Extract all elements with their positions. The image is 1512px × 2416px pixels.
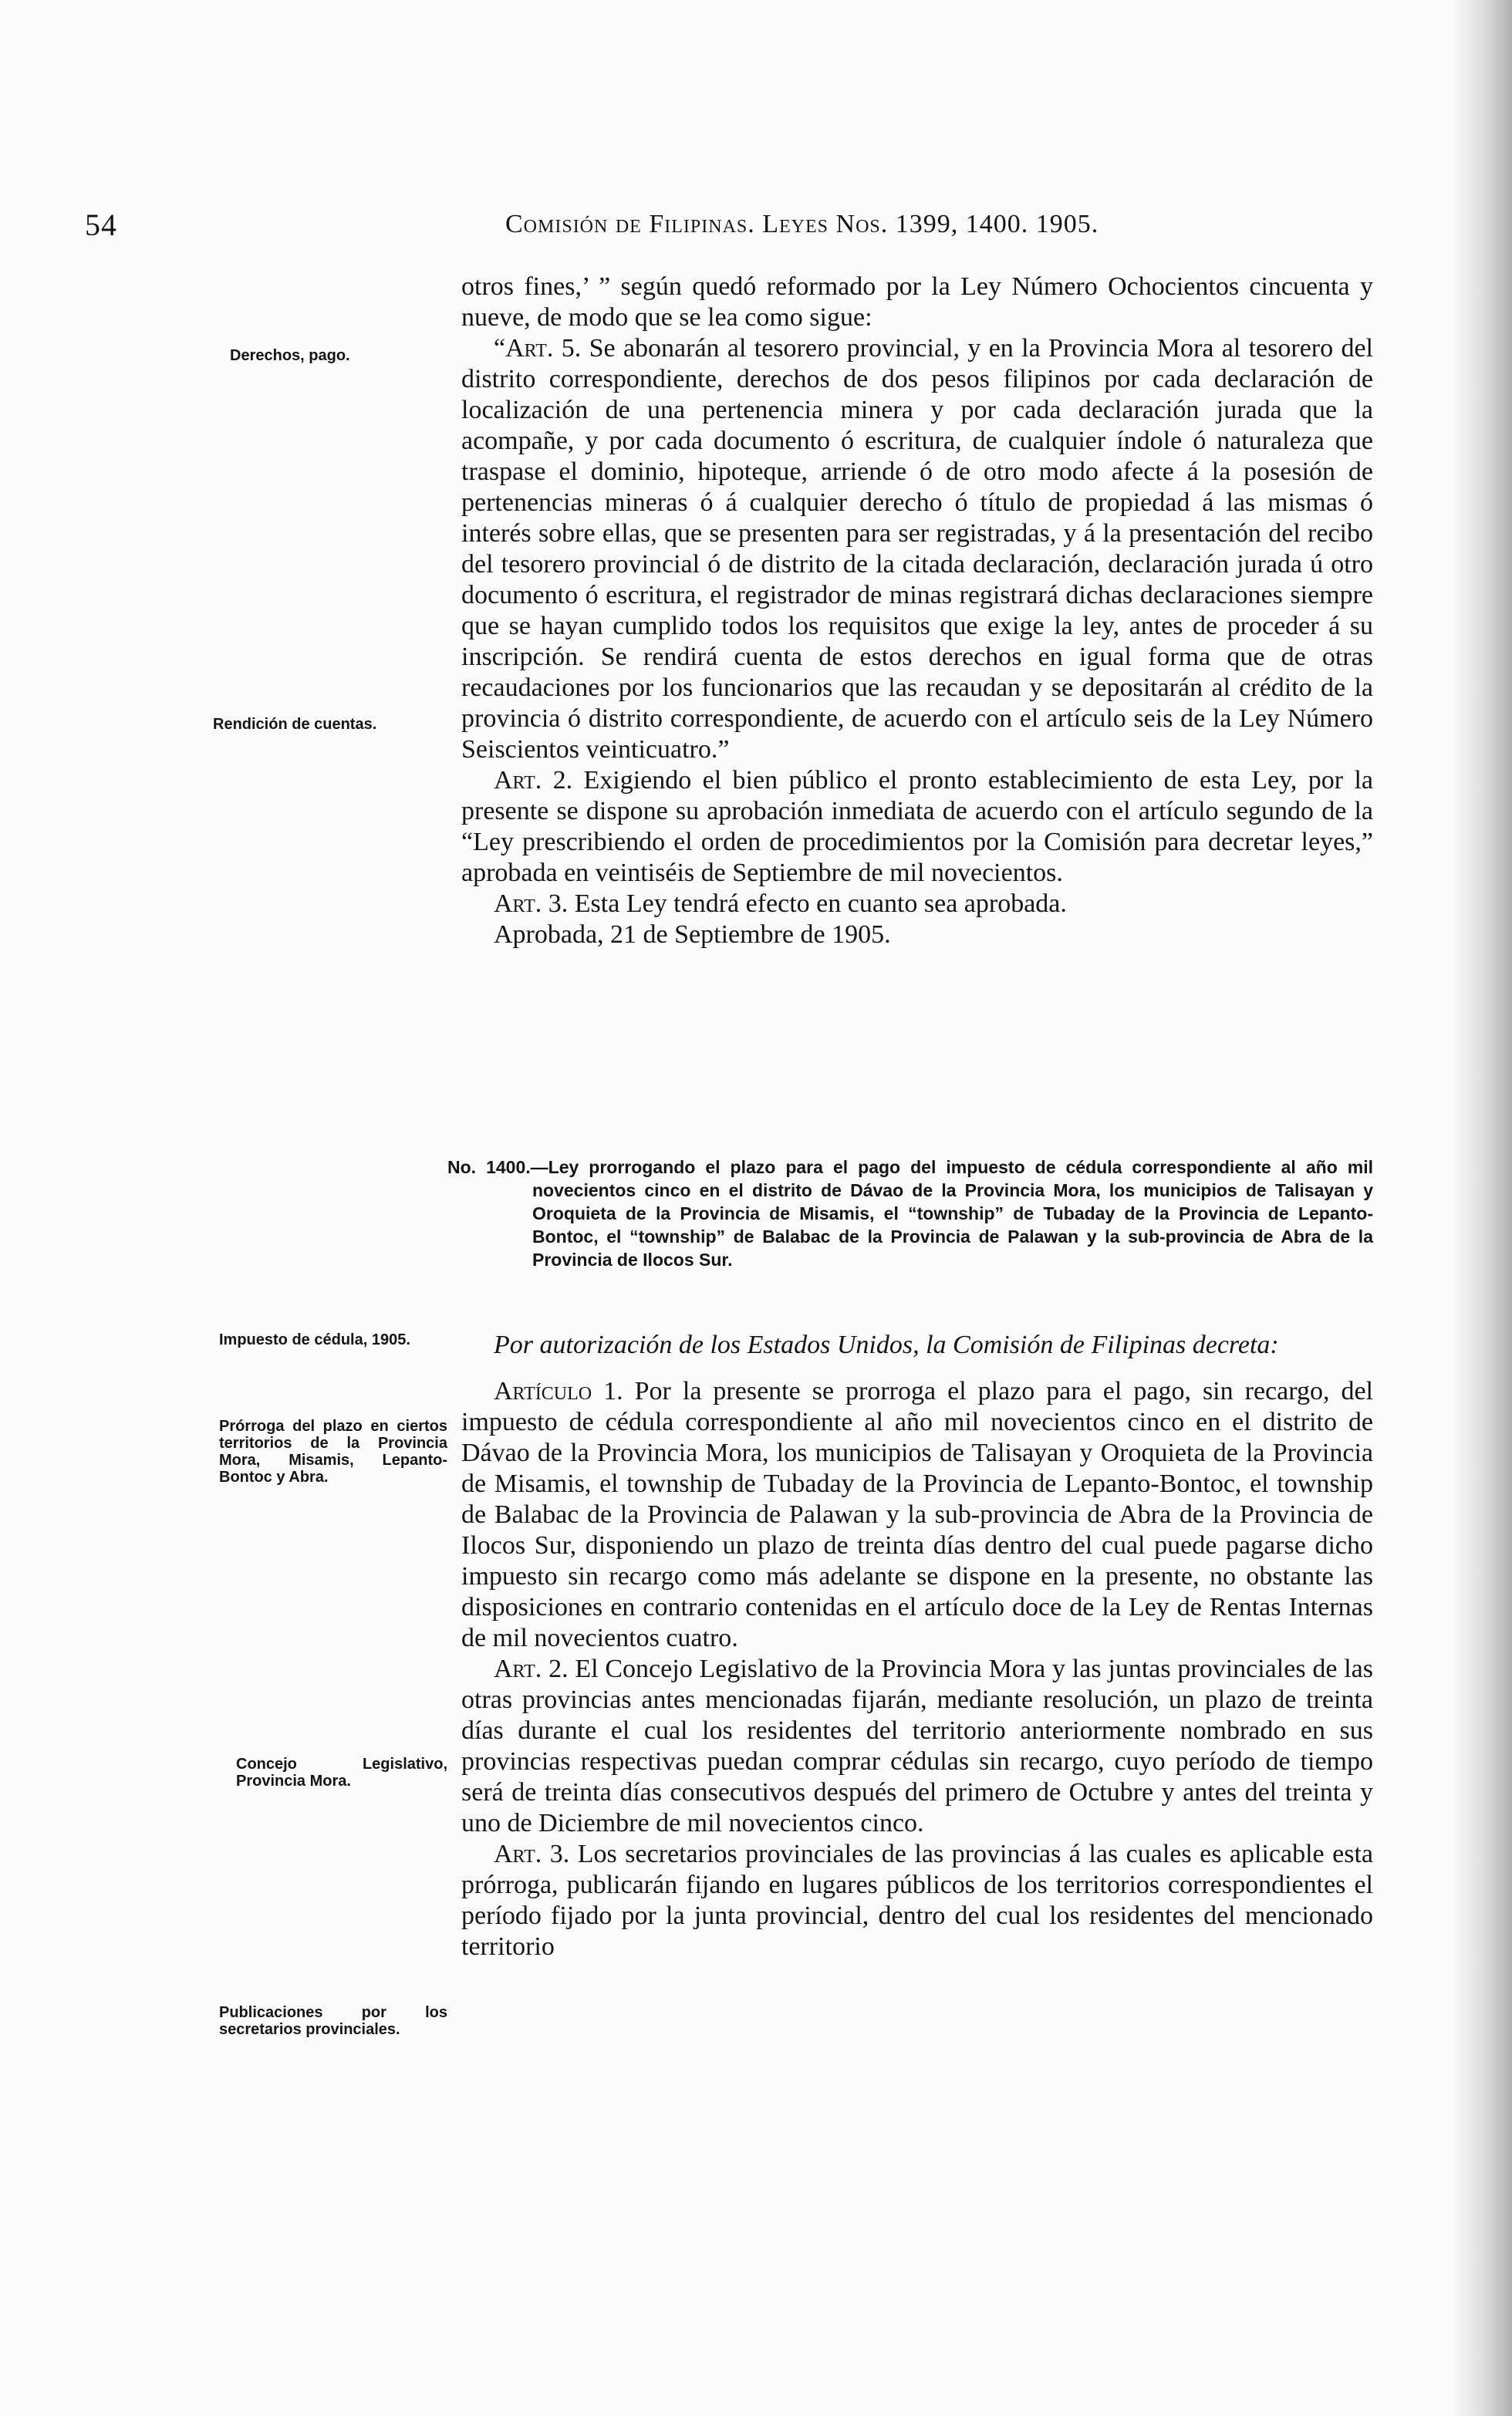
paragraph-intro: otros fines,’ ” según quedó reformado por la Ley Número Ochocientos cincuenta y nueve, de modo que se lea como sigue:	[461, 272, 1373, 332]
page-number: 54	[85, 208, 117, 242]
article-label: Art. 3.	[494, 1840, 570, 1868]
law-title: —Ley prorrogando el plazo para el pago del impuesto de cédula correspondiente al año mil novecientos cinco en el distrito de Dávao de la Provincia Mora, los municipios de Talisayan y Oroquieta de la Provincia de Misamis, el “township” de Tubaday de la Provincia de Lepanto-Bontoc, el “township” de Balabac de la Provincia de Palawan y la sub-provincia de Abra de la Provincia de Ilocos Sur.	[530, 1157, 1374, 1270]
law-1400-heading	[447, 1156, 1373, 1271]
article-text: Esta Ley tendrá efecto en cuanto sea aprobada.	[568, 889, 1067, 918]
article-label: Artículo 1.	[494, 1377, 623, 1405]
margin-note-rendicion: Rendición de cuentas.	[213, 716, 377, 733]
paragraph-art-5	[461, 333, 1373, 765]
margin-note-impuesto: Impuesto de cédula, 1905.	[219, 1331, 410, 1348]
article-label: Art. 2.	[494, 766, 573, 795]
paragraph-art-3	[461, 889, 1373, 919]
article-label: Art. 3.	[494, 889, 569, 918]
law-number: No. 1400.	[447, 1157, 531, 1177]
approval-date: Aprobada, 21 de Septiembre de 1905.	[494, 920, 891, 949]
paragraph-article-3	[461, 1839, 1373, 1962]
paragraph-article-1	[461, 1376, 1373, 1654]
running-title: Comisión de Filipinas. Leyes Nos. 1399, 1400. 1905.	[505, 210, 1099, 238]
article-text: Los secretarios provinciales de las provincias á las cuales es aplicable esta prórroga, publicarán fijando en lugares públicos de los territorios correspondientes el período fijado por la junta provincial, dentro del cual los residentes del mencionado territorio	[461, 1840, 1373, 1961]
margin-note-derechos: Derechos, pago.	[230, 347, 350, 364]
law-1399-text	[461, 272, 1373, 950]
enacting-clause: Por autorización de los Estados Unidos, la Comisión de Filipinas decreta:	[494, 1331, 1279, 1359]
article-label: Art. 2.	[494, 1655, 569, 1683]
article-label: “Art. 5.	[494, 334, 582, 363]
margin-note-publicaciones: Publicaciones por los secretarios provinciales.	[219, 2004, 447, 2038]
article-text: Por la presente se prorroga el plazo para el pago, sin recargo, del impuesto de cédula correspondiente al año mil novecientos cinco en el distrito de Dávao de la Provincia Mora, los municipios de Talisayan y Oroquieta de la Provincia de Misamis, el township de Tubaday de la Provincia de Lepanto-Bontoc, el township de Balabac de la Provincia de Palawan y la sub-provincia de Abra de la Provincia de Ilocos Sur, disponiendo un plazo de treinta días dentro del cual puede pagarse dicho impuesto sin recargo como más adelante se dispone en la presente, no obstante las disposiciones en contrario contenidas en el artículo doce de la Ley de Rentas Internas de mil novecientos cuatro.	[461, 1377, 1373, 1652]
article-text: Se abonarán al tesorero provincial, y en la Provincia Mora al tesorero del distrito correspondiente, derechos de dos pesos filipinos por cada declaración de localización de una pertenencia minera y por cada declaración jurada que la acompañe, y por cada documento ó escritura, de cualquier índole ó naturaleza que traspase el dominio, hipoteque, arriende ó de otro modo afecte á la posesión de pertenencias mineras ó á cualquier derecho ó título de propiedad á las mismas ó interés sobre ellas, que se presenten para ser registradas, y á la presentación del recibo del tesorero provincial ó de distrito de la citada declaración, declaración jurada ú otro documento ó escritura, el registrador de minas registrará dichas declaraciones siempre que se hayan cumplido todos los requisitos que exige la ley, antes de proceder á su inscripción. Se rendirá cuenta de estos derechos en igual forma que de otras recaudaciones por los funcionarios que las recaudan y se depositarán al crédito de la provincia ó distrito correspondiente, de acuerdo con el artículo seis de la Ley Número Seiscientos veinticuatro.”	[461, 334, 1373, 764]
page-header	[85, 207, 1335, 245]
paragraph-art-2	[461, 765, 1373, 889]
article-text: Exigiendo el bien público el pronto establecimiento de esta Ley, por la presente se dispone su aprobación inmediata de acuerdo con el artículo segundo de la “Ley prescribiendo el orden de procedimientos por la Comisión para decretar leyes,” aprobada en veintiséis de Septiembre de mil novecientos.	[461, 766, 1373, 887]
margin-note-concejo: Concejo Legislativo, Provincia Mora.	[236, 1756, 447, 1790]
page-edge-shadow	[1450, 0, 1512, 2416]
margin-note-prorroga: Prórroga del plazo en ciertos territorios de la Provincia Mora, Misamis, Lepanto-Bontoc y Abra.	[219, 1418, 447, 1486]
law-1400-text	[461, 1330, 1373, 1962]
paragraph-article-2	[461, 1654, 1373, 1839]
article-text: El Concejo Legislativo de la Provincia Mora y las juntas provinciales de las otras provincias antes mencionadas fijarán, mediante resolución, un plazo de treinta días durante el cual los residentes del territorio anteriormente nombrado en sus provincias respectivas puedan comprar cédulas sin recargo, cuyo período de tiempo será de treinta días consecutivos después del primero de Octubre y antes del treinta y uno de Diciembre de mil novecientos cinco.	[461, 1655, 1373, 1837]
